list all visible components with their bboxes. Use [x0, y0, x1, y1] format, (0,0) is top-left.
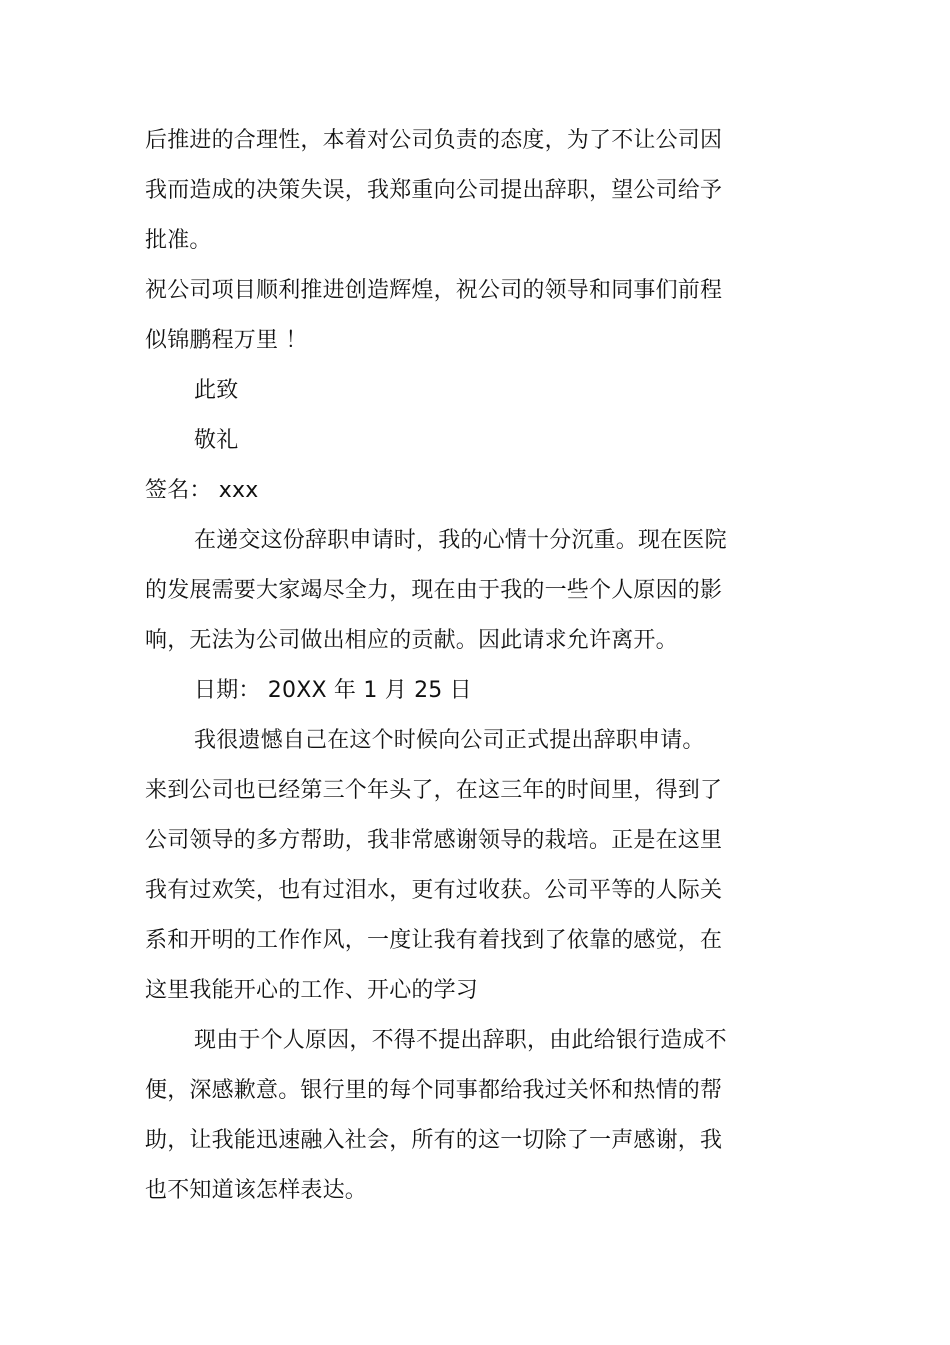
- text-line: 公司领导的多方帮助，我非常感谢领导的栽培。正是在这里: [145, 828, 723, 853]
- text-line: 这里我能开心的工作、开心的学习: [145, 978, 479, 1003]
- date-line: 日期： 20XX 年 1 月 25 日: [194, 678, 472, 703]
- text-line: 现由于个人原因，不得不提出辞职，由此给银行造成不: [194, 1028, 727, 1053]
- closing-line: 敬礼: [194, 428, 239, 453]
- text-line: 在递交这份辞职申请时，我的心情十分沉重。现在医院: [194, 528, 727, 553]
- text-line: 来到公司也已经第三个年头了，在这三年的时间里，得到了: [145, 778, 723, 803]
- text-line: 我而造成的决策失误，我郑重向公司提出辞职，望公司给予: [145, 178, 723, 203]
- closing-line: 此致: [194, 378, 239, 403]
- text-line: 也不知道该怎样表达。: [145, 1178, 368, 1203]
- text-line: 系和开明的工作作风，一度让我有着找到了依靠的感觉，在: [145, 928, 723, 953]
- text-line: 批准。: [145, 228, 212, 253]
- text-line: 的发展需要大家竭尽全力，现在由于我的一些个人原因的影: [145, 578, 723, 603]
- signature-line: 签名： xxx: [145, 478, 259, 503]
- text-line: 祝公司项目顺利推进创造辉煌，祝公司的领导和同事们前程: [145, 278, 723, 303]
- text-line: 后推进的合理性，本着对公司负责的态度，为了不让公司因: [145, 128, 723, 153]
- text-line: 我有过欢笑，也有过泪水，更有过收获。公司平等的人际关: [145, 878, 723, 903]
- text-line: 便，深感歉意。银行里的每个同事都给我过关怀和热情的帮: [145, 1078, 723, 1103]
- text-line: 响，无法为公司做出相应的贡献。因此请求允许离开。: [145, 628, 678, 653]
- text-line: 似锦鹏程万里 ！: [145, 328, 308, 353]
- text-line: 我很遗憾自己在这个时候向公司正式提出辞职申请。: [194, 728, 705, 753]
- text-line: 助，让我能迅速融入社会，所有的这一切除了一声感谢，我: [145, 1128, 723, 1153]
